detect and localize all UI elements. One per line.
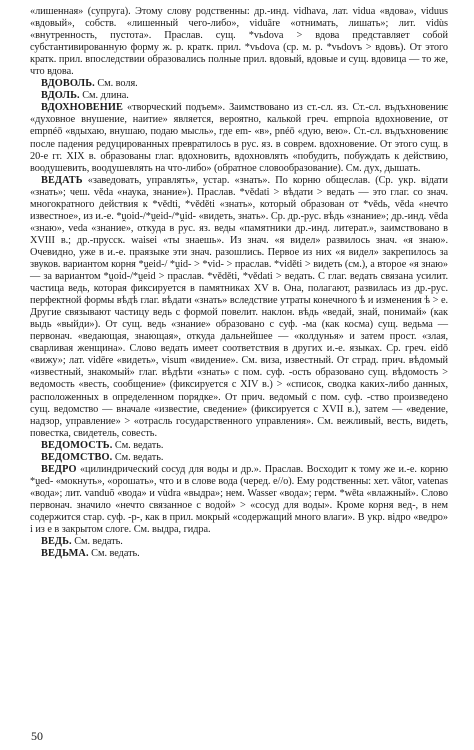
entry-text: См. длина. — [79, 90, 129, 102]
headword: ВЕДОМОСТЬ. — [41, 439, 113, 451]
entry-vedat — [30, 175, 448, 440]
entry-text: «творческий подъем». Заимствовано из ст.-сл. яз. Ст.-сл. въдъхновениѥ «духовное внушение, наитие» является, вероятно, калькой греч. empnoia вдохновение, от empnéō «вдыхаю, внушаю, подаю мысль», где em- «в», pnéō «дую, вею». Ст.-сл. въдъхновениѥ после падения редуцированных превратилось в рус. яз. в соврем. вдохновение. От этого сущ. в 20-е гг. XIX в. образованы глаг. вдохновить, вдохновлять «побудить, побуждать к действию, воодушевить, воодушевлять на что-либо» (обратное словообразование). См. дух, дышать. — [30, 102, 448, 174]
entry-text: См. ведать. — [88, 548, 140, 560]
entry-vedomstvo — [30, 452, 448, 464]
headword: ВЕДАТЬ — [41, 174, 83, 186]
headword: ВДОВОЛЬ. — [41, 78, 95, 90]
dictionary-page-text — [30, 6, 448, 560]
page-number: 50 — [31, 729, 43, 743]
entry-continuation — [30, 6, 448, 78]
entry-text: См. ведать. — [71, 536, 123, 548]
entry-vdokhnovenie — [30, 102, 448, 174]
entry-vdovol — [30, 78, 448, 90]
entry-text: «заведовать, управлять», устар. «знать». По корню общеслав. (Ср. укр. вiдати «знать»; чеш. věda «наука, знание»). Праслав. *vědati > вѣдати > ведать — это глаг. со знач. многократного действия к *vědti, *věděti «знать», который образован от *vědь, věda «нечто известное», из и.-е. *ṷoid-/*ṷeid-/*ṷid- «видеть, знать». Ср. др.-рус. вѣдь «знание»; др.-инд. vēda «знаю», veda «знание», откуда в рус. яз. веды «памятники др.-инд. литерат.», заимствовано в XVIII в.; др.-прусск. waisei «ты знаешь». Из знач. «я видел» развилось знач. «я знаю». Очевидно, уже в и.-е. праязыке эти знач. разошлись. Первое из них «я видел» закрепилось за звуков. вариантом корня *ṷeid-/ *ṷid- > *vid- > праслав. *viděti > видеть (см.), а второе «я знаю» — за вариантом *ṷoid-/*ṷeid > праслав. *věděti, *vědati > ведать. С глаг. ведать связана усилит. частица ведь, которая фиксируется в памятниках XV в. Она, полагают, развилась из др.-рус. перфектной формы вѣдѣ глаг. вѣдати «знать» вследствие утраты конечного ѣ и изменения ѣ > е. Другие связывают частицу ведь с формой повелит. наклон. вѣдь «ведай, знай, понимай» (как выдь «выйди»). От сущ. ведь «знание» образовано с суф. -ма (как косма) сущ. ведьма — первонач. «ведающая, знающая», откуда дальнейшее — «колдунья» и затем прост. «злая, сварливая женщина». Слово ведать имеет соответствия в других и.-е. языках. Ср. греч. eidō «вижу»; лат. vidēre «видеть», visum «видение». См. виза, известный. От страд. прич. вѣдомый «известный, знакомый» глаг. вѣдѣти «знать» с пом. суф. -ость образовано сущ. вѣдомость > ведомость «весть, сообщение» (фиксируется с XIV в.) > «список, сводка каких-либо данных, расположенных в определенном порядке». От прич. ведомый с пом. суф. -ство произведено сущ. ведомство — вначале «известие, сведение» (фиксируется с XVII в.), затем — «ведение, надзор, управление» > «отрасль государственного управления». См. вежливый, весть, видеть, повестка, свидетель, совесть. — [30, 174, 448, 439]
entry-vedro — [30, 464, 448, 536]
entry-text: «цилиндрический сосуд для воды и др.». Праслав. Восходит к тому же и.-е. корню *ṷed- «мокнуть», «орошать», что и в слове вода (черед. е//о). Ему родственны: хет. vātor, vatenas «вода»; лит. vanduõ «вода» и vùdra «выдра»; нем. Wasser «вода»; герм. *wēta «влажный». Слово первонач. значило «нечто связанное с водой» > «сосуд для воды». Кроме корня вед-, в нем содержится стар. суф. -р-, как в прил. мокрый «содержащий много влаги». В укр. вiдро «ведро» і из е в закрытом слоге. См. выдра, гидра. — [30, 463, 448, 536]
entry-ved — [30, 536, 448, 548]
headword: ВДОХНОВЕНИЕ — [41, 102, 123, 114]
entry-vdol — [30, 90, 448, 102]
headword: ВЕДЬМА. — [41, 548, 89, 560]
headword: ВЕДЬ. — [41, 536, 72, 548]
entry-text: См. ведать. — [112, 439, 164, 451]
entry-text: См. ведать. — [112, 451, 164, 463]
entry-text: «лишенная» (супруга). Этому слову родственны: др.-инд. vidhava, лат. vidua «вдова», viduus «вдовый», собств. «лишенный чего-либо», viduāre «отнимать, лишать»; лит. vidùs «внутренность, пустота». Праслав. сущ. *vьdova > вдова представляет собой субстантивированную форму ж. р. кратк. прил. *vьdova (ср. м. р. *vьdovъ > вдовъ). От этого кратк. прил. впоследствии образовались полные прил. вдовый, вдовые и сущ. вдовица — то же, что вдова. — [30, 6, 448, 78]
entry-vedma — [30, 548, 448, 560]
headword: ВДОЛЬ. — [41, 90, 80, 102]
entry-vedomost — [30, 440, 448, 452]
headword: ВЕДОМСТВО. — [41, 451, 113, 463]
headword: ВЕДРО — [41, 463, 77, 475]
entry-text: См. воля. — [94, 78, 138, 90]
